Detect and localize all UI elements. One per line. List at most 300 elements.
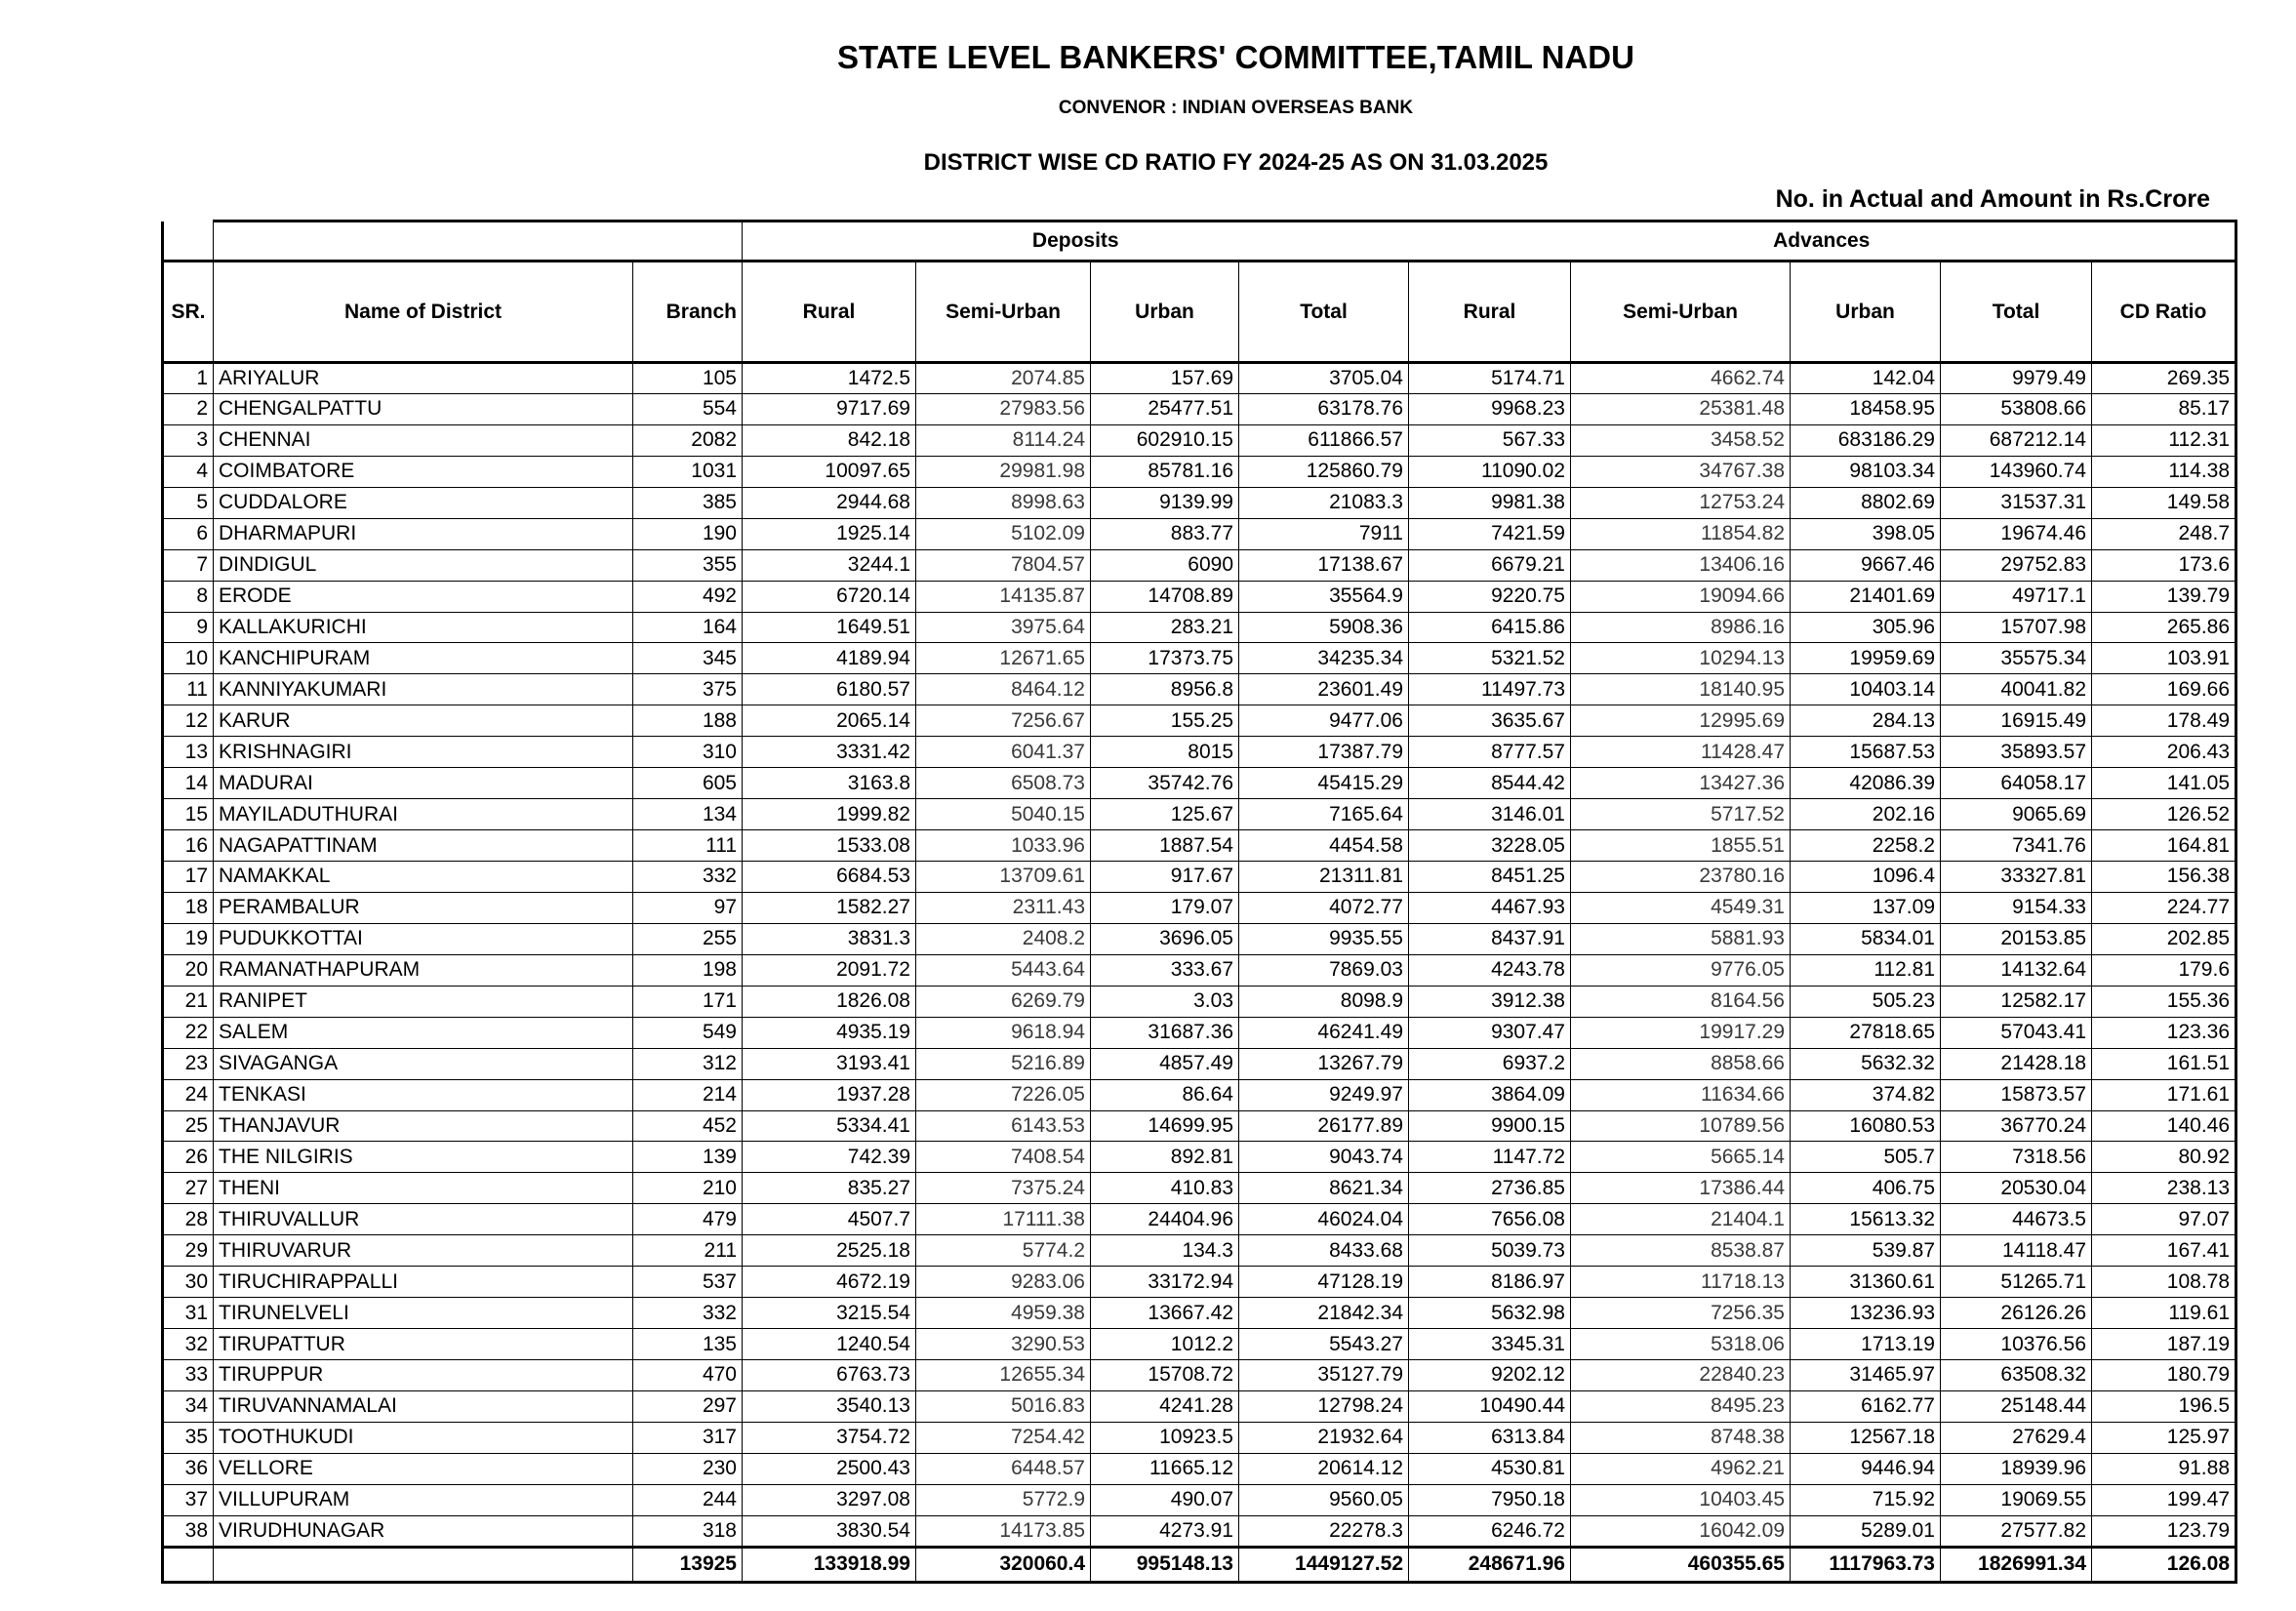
deposits-rural-cell: 3163.8: [743, 768, 916, 799]
branch-cell: 385: [633, 487, 743, 518]
branch-cell: 164: [633, 612, 743, 643]
deposits-semi-urban-cell: 8464.12: [916, 674, 1091, 705]
table-row: [163, 1390, 2236, 1422]
deposits-total-cell: 21842.34: [1239, 1298, 1409, 1329]
deposits-semi-urban-cell: 12671.65: [916, 643, 1091, 674]
advances-rural-cell: 3864.09: [1409, 1079, 1571, 1110]
cd-ratio-cell: 91.88: [2092, 1453, 2236, 1484]
deposits-rural-cell: 2525.18: [743, 1235, 916, 1267]
deposits-rural-cell: 9717.69: [743, 393, 916, 424]
district-name-cell: KALLAKURICHI: [214, 612, 633, 643]
advances-semi-urban-cell: 17386.44: [1571, 1173, 1791, 1204]
advances-total-cell: 21428.18: [1941, 1048, 2092, 1079]
table-row: [163, 737, 2236, 768]
cd-ratio-cell: 199.47: [2092, 1484, 2236, 1515]
deposits-semi-urban-cell: 2074.85: [916, 363, 1091, 394]
cd-ratio-cell: 125.97: [2092, 1422, 2236, 1453]
sr-header: SR.: [163, 262, 214, 363]
deposits-semi-urban-cell: 5774.2: [916, 1235, 1091, 1267]
table-row: [163, 1017, 2236, 1048]
deposits-group-header: Deposits: [743, 222, 1409, 262]
advances-semi-urban-cell: 8748.38: [1571, 1422, 1791, 1453]
advances-urban-cell: 15687.53: [1791, 737, 1941, 768]
deposits-semi-urban-cell: 14173.85: [916, 1515, 1091, 1547]
sr-cell: 33: [163, 1360, 214, 1391]
district-name-cell: MADURAI: [214, 768, 633, 799]
deposits-total-cell: 22278.3: [1239, 1515, 1409, 1547]
sr-cell: 21: [163, 986, 214, 1017]
advances-total-cell: 36770.24: [1941, 1110, 2092, 1142]
advances-rural-cell: 7656.08: [1409, 1204, 1571, 1235]
advances-total-cell: 35575.34: [1941, 643, 2092, 674]
advances-rural-cell: 6246.72: [1409, 1515, 1571, 1547]
deposits-rural-cell: 3215.54: [743, 1298, 916, 1329]
advances-rural-cell: 3345.31: [1409, 1329, 1571, 1360]
cd-ratio-cell: 180.79: [2092, 1360, 2236, 1391]
deposits-rural-cell: 2500.43: [743, 1453, 916, 1484]
deposits-total-cell: 17387.79: [1239, 737, 1409, 768]
advances-urban-cell: 539.87: [1791, 1235, 1941, 1267]
advances-rural-cell: 5174.71: [1409, 363, 1571, 394]
branch-cell: 375: [633, 674, 743, 705]
deposits-total-cell: 26177.89: [1239, 1110, 1409, 1142]
advances-rural-cell: 2736.85: [1409, 1173, 1571, 1204]
deposits-rural-cell: 1649.51: [743, 612, 916, 643]
district-name-cell: THIRUVARUR: [214, 1235, 633, 1267]
sr-cell: 20: [163, 954, 214, 986]
deposits-total-cell: 9043.74: [1239, 1142, 1409, 1173]
total-deposits-semi-urban-cell: 320060.4: [916, 1547, 1091, 1582]
deposits-rural-cell: 3244.1: [743, 549, 916, 581]
deposits-semi-urban-cell: 7254.42: [916, 1422, 1091, 1453]
advances-rural-cell: 7421.59: [1409, 518, 1571, 549]
advances-urban-cell: 21401.69: [1791, 581, 1941, 612]
district-name-cell: TIRUPPUR: [214, 1360, 633, 1391]
advances-semi-urban-cell: 19094.66: [1571, 581, 1791, 612]
deposits-rural-cell: 2065.14: [743, 705, 916, 737]
table-row: [163, 1453, 2236, 1484]
sr-cell: 29: [163, 1235, 214, 1267]
deposits-semi-urban-cell: 7375.24: [916, 1173, 1091, 1204]
advances-rural-cell: 10490.44: [1409, 1390, 1571, 1422]
deposits-rural-cell: 4935.19: [743, 1017, 916, 1048]
deposits-urban-cell: 85781.16: [1091, 456, 1239, 487]
deposits-urban-cell: 134.3: [1091, 1235, 1239, 1267]
advances-semi-urban-cell: 4549.31: [1571, 892, 1791, 923]
deposits-semi-urban-cell: 2311.43: [916, 892, 1091, 923]
advances-total-cell: 29752.83: [1941, 549, 2092, 581]
district-name-cell: RANIPET: [214, 986, 633, 1017]
sr-cell: 36: [163, 1453, 214, 1484]
branch-cell: 318: [633, 1515, 743, 1547]
deposits-rural-cell: 835.27: [743, 1173, 916, 1204]
advances-total-cell: 49717.1: [1941, 581, 2092, 612]
deposits-urban-cell: 3.03: [1091, 986, 1239, 1017]
deposits-rural-cell: 1240.54: [743, 1329, 916, 1360]
advances-urban-cell: 9667.46: [1791, 549, 1941, 581]
district-name-cell: KANNIYAKUMARI: [214, 674, 633, 705]
district-name-cell: KANCHIPURAM: [214, 643, 633, 674]
advances-rural-cell: 3912.38: [1409, 986, 1571, 1017]
advances-urban-header: Urban: [1791, 262, 1941, 363]
deposits-total-cell: 8098.9: [1239, 986, 1409, 1017]
advances-total-cell: 33327.81: [1941, 862, 2092, 893]
deposits-rural-cell: 3754.72: [743, 1422, 916, 1453]
deposits-semi-urban-cell: 6448.57: [916, 1453, 1091, 1484]
advances-urban-cell: 2258.2: [1791, 830, 1941, 862]
advances-total-cell: 9065.69: [1941, 799, 2092, 830]
branch-cell: 211: [633, 1235, 743, 1267]
advances-rural-cell: 8186.97: [1409, 1267, 1571, 1298]
advances-semi-urban-cell: 8164.56: [1571, 986, 1791, 1017]
cd-ratio-cell: 178.49: [2092, 705, 2236, 737]
sr-cell: 38: [163, 1515, 214, 1547]
cd-ratio-cell: 248.7: [2092, 518, 2236, 549]
deposits-semi-urban-cell: 4959.38: [916, 1298, 1091, 1329]
deposits-total-cell: 21932.64: [1239, 1422, 1409, 1453]
advances-total-cell: 143960.74: [1941, 456, 2092, 487]
advances-urban-cell: 8802.69: [1791, 487, 1941, 518]
deposits-urban-cell: 283.21: [1091, 612, 1239, 643]
advances-total-header: Total: [1941, 262, 2092, 363]
district-name-cell: THENI: [214, 1173, 633, 1204]
district-name-cell: TOOTHUKUDI: [214, 1422, 633, 1453]
deposits-semi-urban-cell: 9618.94: [916, 1017, 1091, 1048]
advances-semi-urban-cell: 12995.69: [1571, 705, 1791, 737]
branch-cell: 345: [633, 643, 743, 674]
advances-urban-cell: 5289.01: [1791, 1515, 1941, 1547]
deposits-rural-cell: 1999.82: [743, 799, 916, 830]
deposits-urban-cell: 4241.28: [1091, 1390, 1239, 1422]
table-row: [163, 862, 2236, 893]
cd-ratio-cell: 187.19: [2092, 1329, 2236, 1360]
deposits-urban-cell: 4857.49: [1091, 1048, 1239, 1079]
cd-ratio-cell: 97.07: [2092, 1204, 2236, 1235]
advances-semi-urban-cell: 34767.38: [1571, 456, 1791, 487]
deposits-total-cell: 5543.27: [1239, 1329, 1409, 1360]
sr-cell: 17: [163, 862, 214, 893]
totals-row: [163, 1547, 2236, 1582]
cd-ratio-cell: 155.36: [2092, 986, 2236, 1017]
district-name-cell: PUDUKKOTTAI: [214, 923, 633, 954]
district-name-cell: THIRUVALLUR: [214, 1204, 633, 1235]
deposits-total-cell: 7165.64: [1239, 799, 1409, 830]
sr-cell: 6: [163, 518, 214, 549]
deposits-semi-urban-cell: 6143.53: [916, 1110, 1091, 1142]
advances-urban-cell: 374.82: [1791, 1079, 1941, 1110]
advances-semi-urban-cell: 4962.21: [1571, 1453, 1791, 1484]
district-name-cell: TIRUVANNAMALAI: [214, 1390, 633, 1422]
table-row: [163, 799, 2236, 830]
district-name-cell: NAMAKKAL: [214, 862, 633, 893]
advances-urban-cell: 5834.01: [1791, 923, 1941, 954]
advances-rural-cell: 9900.15: [1409, 1110, 1571, 1142]
sr-cell: 22: [163, 1017, 214, 1048]
deposits-urban-cell: 883.77: [1091, 518, 1239, 549]
branch-cell: 105: [633, 363, 743, 394]
deposits-rural-cell: 10097.65: [743, 456, 916, 487]
deposits-semi-urban-cell: 3975.64: [916, 612, 1091, 643]
deposits-semi-urban-cell: 1033.96: [916, 830, 1091, 862]
advances-total-cell: 15707.98: [1941, 612, 2092, 643]
cd-ratio-table: [161, 220, 2237, 1584]
deposits-total-cell: 9477.06: [1239, 705, 1409, 737]
table-row: [163, 1173, 2236, 1204]
convenor-line: CONVENOR : INDIAN OVERSEAS BANK: [1058, 98, 1414, 118]
deposits-total-cell: 125860.79: [1239, 456, 1409, 487]
table-row: [163, 1515, 2236, 1547]
deposits-total-cell: 20614.12: [1239, 1453, 1409, 1484]
advances-rural-cell: 4243.78: [1409, 954, 1571, 986]
advances-urban-cell: 98103.34: [1791, 456, 1941, 487]
table-row: [163, 1484, 2236, 1515]
advances-rural-cell: 9968.23: [1409, 393, 1571, 424]
deposits-total-cell: 63178.76: [1239, 393, 1409, 424]
deposits-rural-cell: 3831.3: [743, 923, 916, 954]
sr-cell: 18: [163, 892, 214, 923]
advances-total-cell: 16915.49: [1941, 705, 2092, 737]
sr-cell: 24: [163, 1079, 214, 1110]
table-row: [163, 643, 2236, 674]
district-name-cell: TIRUPATTUR: [214, 1329, 633, 1360]
advances-urban-cell: 1713.19: [1791, 1329, 1941, 1360]
branch-cell: 317: [633, 1422, 743, 1453]
deposits-total-cell: 9560.05: [1239, 1484, 1409, 1515]
cd-ratio-cell: 141.05: [2092, 768, 2236, 799]
table-row: [163, 1298, 2236, 1329]
deposits-total-cell: 17138.67: [1239, 549, 1409, 581]
advances-total-cell: 20530.04: [1941, 1173, 2092, 1204]
branch-cell: 230: [633, 1453, 743, 1484]
deposits-rural-cell: 2944.68: [743, 487, 916, 518]
advances-semi-urban-cell: 9776.05: [1571, 954, 1791, 986]
sr-cell: 34: [163, 1390, 214, 1422]
branch-cell: 312: [633, 1048, 743, 1079]
advances-semi-urban-cell: 25381.48: [1571, 393, 1791, 424]
deposits-total-cell: 21311.81: [1239, 862, 1409, 893]
district-name-cell: TENKASI: [214, 1079, 633, 1110]
district-name-cell: COIMBATORE: [214, 456, 633, 487]
deposits-semi-urban-cell: 7804.57: [916, 549, 1091, 581]
advances-semi-urban-cell: 7256.35: [1571, 1298, 1791, 1329]
district-name-cell: CHENGALPATTU: [214, 393, 633, 424]
advances-urban-cell: 406.75: [1791, 1173, 1941, 1204]
deposits-semi-urban-cell: 9283.06: [916, 1267, 1091, 1298]
deposits-semi-urban-cell: 8114.24: [916, 424, 1091, 456]
cd-ratio-cell: 224.77: [2092, 892, 2236, 923]
branch-cell: 244: [633, 1484, 743, 1515]
sr-cell: 3: [163, 424, 214, 456]
advances-semi-urban-cell: 23780.16: [1571, 862, 1791, 893]
cd-ratio-cell: 123.36: [2092, 1017, 2236, 1048]
table-row: [163, 923, 2236, 954]
deposits-semi-urban-cell: 5040.15: [916, 799, 1091, 830]
advances-semi-urban-cell: 13427.36: [1571, 768, 1791, 799]
deposits-urban-cell: 3696.05: [1091, 923, 1239, 954]
advances-total-cell: 19069.55: [1941, 1484, 2092, 1515]
district-name-cell: TIRUCHIRAPPALLI: [214, 1267, 633, 1298]
deposits-urban-header: Urban: [1091, 262, 1239, 363]
advances-total-cell: 7318.56: [1941, 1142, 2092, 1173]
advances-rural-cell: 3635.67: [1409, 705, 1571, 737]
district-name-cell: KRISHNAGIRI: [214, 737, 633, 768]
cd-ratio-cell: 173.6: [2092, 549, 2236, 581]
deposits-urban-cell: 33172.94: [1091, 1267, 1239, 1298]
deposits-semi-urban-cell: 5102.09: [916, 518, 1091, 549]
group-header-row: [163, 222, 2236, 262]
branch-cell: 255: [633, 923, 743, 954]
deposits-urban-cell: 9139.99: [1091, 487, 1239, 518]
sr-cell: 16: [163, 830, 214, 862]
advances-total-cell: 687212.14: [1941, 424, 2092, 456]
advances-rural-cell: 9202.12: [1409, 1360, 1571, 1391]
advances-urban-cell: 142.04: [1791, 363, 1941, 394]
total-advances-semi-urban-cell: 460355.65: [1571, 1547, 1791, 1582]
district-name-cell: THE NILGIRIS: [214, 1142, 633, 1173]
cd-ratio-cell: 161.51: [2092, 1048, 2236, 1079]
deposits-total-cell: 45415.29: [1239, 768, 1409, 799]
cd-ratio-cell: 167.41: [2092, 1235, 2236, 1267]
table-row: [163, 1079, 2236, 1110]
table-row: [163, 768, 2236, 799]
district-name-cell: MAYILADUTHURAI: [214, 799, 633, 830]
deposits-total-cell: 46024.04: [1239, 1204, 1409, 1235]
advances-total-cell: 64058.17: [1941, 768, 2092, 799]
sr-cell: 25: [163, 1110, 214, 1142]
deposits-rural-cell: 6763.73: [743, 1360, 916, 1391]
advances-total-cell: 9154.33: [1941, 892, 2092, 923]
deposits-urban-cell: 1012.2: [1091, 1329, 1239, 1360]
total-branch-cell: 13925: [633, 1547, 743, 1582]
advances-semi-urban-cell: 5665.14: [1571, 1142, 1791, 1173]
advances-semi-urban-cell: 3458.52: [1571, 424, 1791, 456]
deposits-urban-cell: 8015: [1091, 737, 1239, 768]
sr-cell: 26: [163, 1142, 214, 1173]
advances-urban-cell: 6162.77: [1791, 1390, 1941, 1422]
district-name-cell: RAMANATHAPURAM: [214, 954, 633, 986]
deposits-semi-urban-cell: 2408.2: [916, 923, 1091, 954]
page-title: STATE LEVEL BANKERS' COMMITTEE,TAMIL NADU: [837, 39, 1634, 75]
advances-total-cell: 9979.49: [1941, 363, 2092, 394]
branch-cell: 332: [633, 1298, 743, 1329]
district-name-cell: NAGAPATTINAM: [214, 830, 633, 862]
table-row: [163, 518, 2236, 549]
deposits-rural-cell: 1533.08: [743, 830, 916, 862]
advances-rural-cell: 9220.75: [1409, 581, 1571, 612]
deposits-semi-urban-cell: 13709.61: [916, 862, 1091, 893]
advances-urban-cell: 137.09: [1791, 892, 1941, 923]
advances-urban-cell: 112.81: [1791, 954, 1941, 986]
advances-rural-cell: 11497.73: [1409, 674, 1571, 705]
branch-cell: 537: [633, 1267, 743, 1298]
total-advances-rural-cell: 248671.96: [1409, 1547, 1571, 1582]
table-row: [163, 612, 2236, 643]
advances-urban-cell: 10403.14: [1791, 674, 1941, 705]
deposits-semi-urban-cell: 5443.64: [916, 954, 1091, 986]
advances-semi-urban-cell: 22840.23: [1571, 1360, 1791, 1391]
district-name-cell: ARIYALUR: [214, 363, 633, 394]
advances-rural-cell: 4467.93: [1409, 892, 1571, 923]
deposits-urban-cell: 1887.54: [1091, 830, 1239, 862]
sr-cell: 12: [163, 705, 214, 737]
district-name-cell: CUDDALORE: [214, 487, 633, 518]
deposits-urban-cell: 155.25: [1091, 705, 1239, 737]
branch-cell: 310: [633, 737, 743, 768]
advances-rural-cell: 3146.01: [1409, 799, 1571, 830]
advances-semi-urban-cell: 5717.52: [1571, 799, 1791, 830]
advances-total-cell: 7341.76: [1941, 830, 2092, 862]
deposits-urban-cell: 410.83: [1091, 1173, 1239, 1204]
total-deposits-urban-cell: 995148.13: [1091, 1547, 1239, 1582]
deposits-semi-urban-cell: 6269.79: [916, 986, 1091, 1017]
units-note: No. in Actual and Amount in Rs.Crore: [1775, 185, 2210, 213]
advances-total-cell: 20153.85: [1941, 923, 2092, 954]
advances-rural-cell: 5321.52: [1409, 643, 1571, 674]
table-row: [163, 424, 2236, 456]
advances-rural-cell: 8777.57: [1409, 737, 1571, 768]
deposits-rural-cell: 1937.28: [743, 1079, 916, 1110]
table-row: [163, 581, 2236, 612]
advances-semi-urban-cell: 21404.1: [1571, 1204, 1791, 1235]
district-name-cell: PERAMBALUR: [214, 892, 633, 923]
deposits-total-cell: 13267.79: [1239, 1048, 1409, 1079]
advances-semi-urban-cell: 16042.09: [1571, 1515, 1791, 1547]
advances-urban-cell: 31465.97: [1791, 1360, 1941, 1391]
table-row: [163, 674, 2236, 705]
branch-cell: 297: [633, 1390, 743, 1422]
cd-ratio-cell: 202.85: [2092, 923, 2236, 954]
deposits-rural-cell: 6684.53: [743, 862, 916, 893]
sr-cell: 5: [163, 487, 214, 518]
deposits-total-cell: 5908.36: [1239, 612, 1409, 643]
sr-cell: 14: [163, 768, 214, 799]
cd-ratio-cell: 103.91: [2092, 643, 2236, 674]
advances-total-cell: 25148.44: [1941, 1390, 2092, 1422]
deposits-urban-cell: 892.81: [1091, 1142, 1239, 1173]
total-district-name-cell: [214, 1547, 633, 1582]
branch-header: Branch: [633, 262, 743, 363]
deposits-semi-urban-cell: 5216.89: [916, 1048, 1091, 1079]
deposits-total-cell: 23601.49: [1239, 674, 1409, 705]
advances-total-cell: 40041.82: [1941, 674, 2092, 705]
table-row: [163, 1422, 2236, 1453]
cd-ratio-cell: 139.79: [2092, 581, 2236, 612]
cd-ratio-cell: 179.6: [2092, 954, 2236, 986]
deposits-rural-cell: 6720.14: [743, 581, 916, 612]
advances-semi-urban-cell: 8858.66: [1571, 1048, 1791, 1079]
column-header-row: [163, 262, 2236, 363]
sr-cell: 11: [163, 674, 214, 705]
cd-ratio-cell: 108.78: [2092, 1267, 2236, 1298]
cd-ratio-cell: 196.5: [2092, 1390, 2236, 1422]
advances-rural-header: Rural: [1409, 262, 1571, 363]
deposits-total-cell: 611866.57: [1239, 424, 1409, 456]
advances-total-cell: 12582.17: [1941, 986, 2092, 1017]
advances-total-cell: 14118.47: [1941, 1235, 2092, 1267]
district-name-cell: SALEM: [214, 1017, 633, 1048]
advances-semi-urban-cell: 18140.95: [1571, 674, 1791, 705]
deposits-rural-cell: 3331.42: [743, 737, 916, 768]
cd-ratio-cell: 140.46: [2092, 1110, 2236, 1142]
advances-rural-cell: 1147.72: [1409, 1142, 1571, 1173]
cd-ratio-cell: 114.38: [2092, 456, 2236, 487]
deposits-semi-urban-cell: 3290.53: [916, 1329, 1091, 1360]
table-row: [163, 1360, 2236, 1391]
advances-urban-cell: 1096.4: [1791, 862, 1941, 893]
sr-cell: 19: [163, 923, 214, 954]
district-name-cell: ERODE: [214, 581, 633, 612]
deposits-urban-cell: 24404.96: [1091, 1204, 1239, 1235]
